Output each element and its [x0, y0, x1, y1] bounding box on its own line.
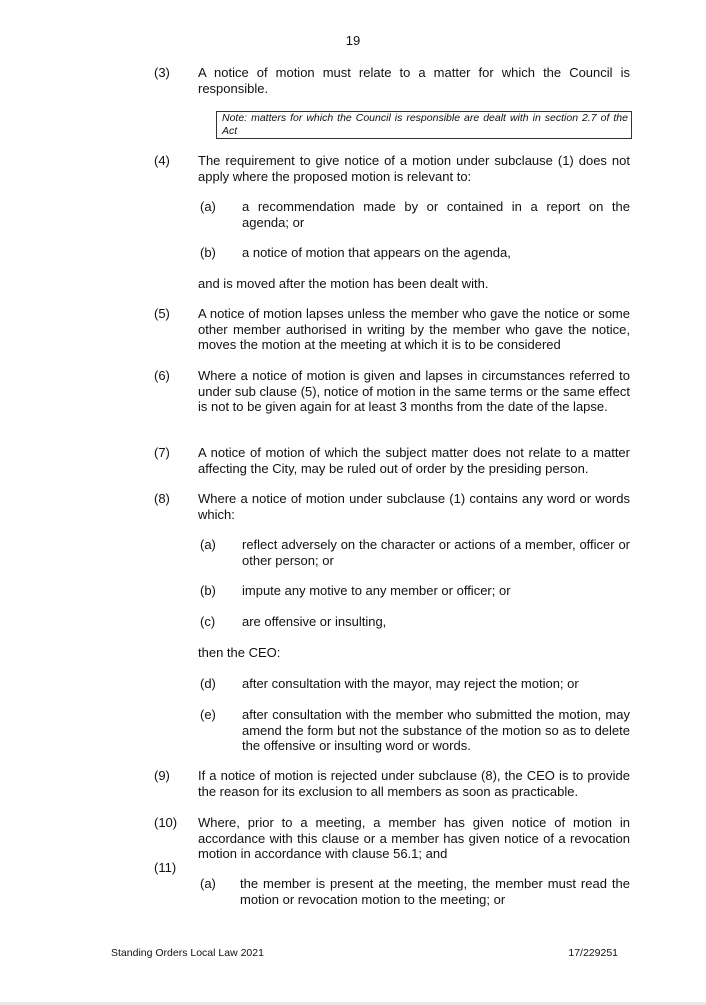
- clause-number: (3): [154, 65, 170, 80]
- sub-clause-text: a notice of motion that appears on the agenda,: [242, 245, 511, 260]
- sub-clause-text: are offensive or insulting,: [242, 614, 387, 629]
- clause-text: A notice of motion must relate to a matter for which the Council is responsible.: [198, 65, 630, 96]
- sub-clause-label: (a): [200, 199, 216, 214]
- footer-document-title: Standing Orders Local Law 2021: [111, 947, 264, 959]
- sub-clause-text: the member is present at the meeting, the member must read the motion or revocation motion to the meeting; or: [240, 876, 630, 907]
- clause-text: Where, prior to a meeting, a member has given notice of motion in accordance with this clause or a member has given notice of a revocation motion in accordance with clause 56.1; and: [198, 815, 630, 861]
- clause-number: (10): [154, 815, 178, 830]
- clause-number: (6): [154, 368, 170, 383]
- sub-clause-text: after consultation with the member who submitted the motion, may amend the form but not the substance of the motion so as to delete the offensive or insulting word or words.: [242, 707, 630, 753]
- sub-clause-label: (b): [200, 245, 216, 260]
- sub-clause-label: (a): [200, 876, 216, 891]
- sub-clause-text: a recommendation made by or contained in a report on the agenda; or: [242, 199, 630, 230]
- clause-text: Where a notice of motion is given and lapses in circumstances referred to under sub clause (5), notice of motion in the same terms or the same effect is not to be given again for at least 3 months from the date of the lapse.: [198, 368, 630, 414]
- clause-number: (7): [154, 445, 170, 460]
- clause-number: (9): [154, 768, 170, 783]
- clause-number: (8): [154, 491, 170, 506]
- clause-text: Where a notice of motion under subclause (1) contains any word or words which:: [198, 491, 630, 522]
- continuation-text: and is moved after the motion has been dealt with.: [198, 276, 489, 291]
- sub-clause-text: reflect adversely on the character or actions of a member, officer or other person; or: [242, 537, 630, 568]
- clause-text: If a notice of motion is rejected under subclause (8), the CEO is to provide the reason for its exclusion to all members as soon as practicable.: [198, 768, 630, 799]
- sub-clause-label: (d): [200, 676, 216, 691]
- clause-number: (5): [154, 306, 170, 321]
- sub-clause-label: (b): [200, 583, 216, 598]
- sub-clause-label: (a): [200, 537, 216, 552]
- page-number: 19: [345, 33, 361, 48]
- clause-text: The requirement to give notice of a motion under subclause (1) does not apply where the proposed motion is relevant to:: [198, 153, 630, 184]
- sub-clause-text: impute any motive to any member or officer; or: [242, 583, 511, 598]
- note-box: Note: matters for which the Council is responsible are dealt with in section 2.7 of the Act: [216, 111, 632, 139]
- clause-text: A notice of motion lapses unless the member who gave the notice or some other member authorised in writing by the member who gave the notice, moves the motion at the meeting at which it is to be considered: [198, 306, 630, 352]
- clause-text: A notice of motion of which the subject matter does not relate to a matter affecting the City, may be ruled out of order by the presiding person.: [198, 445, 630, 476]
- sub-clause-label: (e): [200, 707, 216, 722]
- footer-reference-number: 17/229251: [568, 947, 618, 959]
- sub-clause-text: after consultation with the mayor, may reject the motion; or: [242, 676, 579, 691]
- sub-clause-label: (c): [200, 614, 216, 629]
- clause-number: (11): [154, 860, 177, 875]
- continuation-text: then the CEO:: [198, 645, 281, 660]
- clause-number: (4): [154, 153, 170, 168]
